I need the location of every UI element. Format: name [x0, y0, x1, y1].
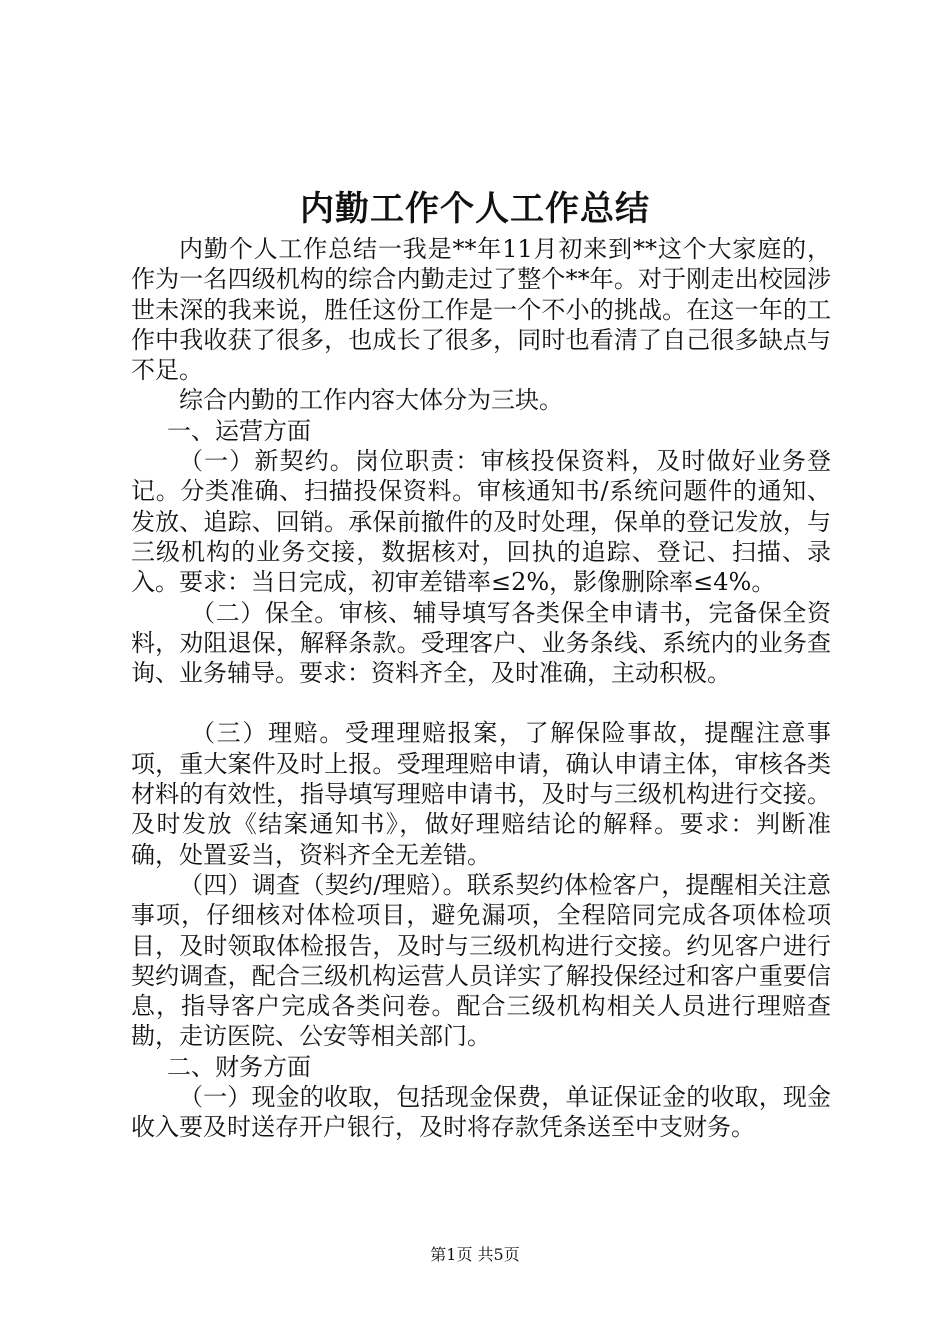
- intro-paragraph: 内勤个人工作总结一我是**年11月初来到**这个大家庭的，作为一名四级机构的综合内勤走过了整个**年。对于刚走出校园涉世未深的我来说，胜任这份工作是一个不小的挑战。在这一年的工作中我收获了很多，也成长了很多，同时也看清了自己很多缺点与不足。: [131, 235, 831, 385]
- paragraph-gap: [131, 688, 831, 718]
- section-heading-operations: 一、运营方面: [167, 416, 311, 445]
- document-title: 内勤工作个人工作总结: [300, 189, 650, 229]
- operations-new-contract-paragraph: （一）新契约。岗位职责：审核投保资料，及时做好业务登记。分类准确、扫描投保资料。审核通知书/系统问题件的通知、发放、追踪、回销。承保前撤件的及时处理，保单的登记发放，与三级机构的业务交接，数据核对，回执的追踪、登记、扫描、录入。要求：当日完成，初审差错率≤2%，影像删除率≤4%。: [131, 447, 831, 597]
- operations-claims-paragraph: （三）理赔。受理理赔报案，了解保险事故，提醒注意事项，重大案件及时上报。受理理赔申请，确认申请主体，审核各类材料的有效性，指导填写理赔申请书，及时与三级机构进行交接。及时发放《结案通知书》，做好理赔结论的解释。要求：判断准确，处置妥当，资料齐全无差错。: [131, 719, 831, 869]
- operations-preservation-paragraph: （二）保全。审核、辅导填写各类保全申请书，完备保全资料，劝阻退保，解释条款。受理客户、业务条线、系统内的业务查询、业务辅导。要求：资料齐全，及时准确，主动积极。: [131, 598, 831, 688]
- section-heading-finance: 二、财务方面: [167, 1052, 311, 1081]
- document-body: [131, 234, 831, 1143]
- page-footer: 第1页 共5页: [430, 1245, 520, 1264]
- operations-investigation-paragraph: （四）调查（契约/理赔）。联系契约体检客户，提醒相关注意事项，仔细核对体检项目，避免漏项，全程陪同完成各项体检项目，及时领取体检报告，及时与三级机构进行交接。约见客户进行契约调查，配合三级机构运营人员详实了解投保经过和客户重要信息，指导客户完成各类问卷。配合三级机构相关人员进行理赔查勘，走访医院、公安等相关部门。: [131, 870, 831, 1051]
- finance-cash-paragraph: （一）现金的收取，包括现金保费，单证保证金的收取，现金收入要及时送存开户银行，及时将存款凭条送至中支财务。: [131, 1083, 831, 1142]
- overview-paragraph: 综合内勤的工作内容大体分为三块。: [179, 386, 563, 415]
